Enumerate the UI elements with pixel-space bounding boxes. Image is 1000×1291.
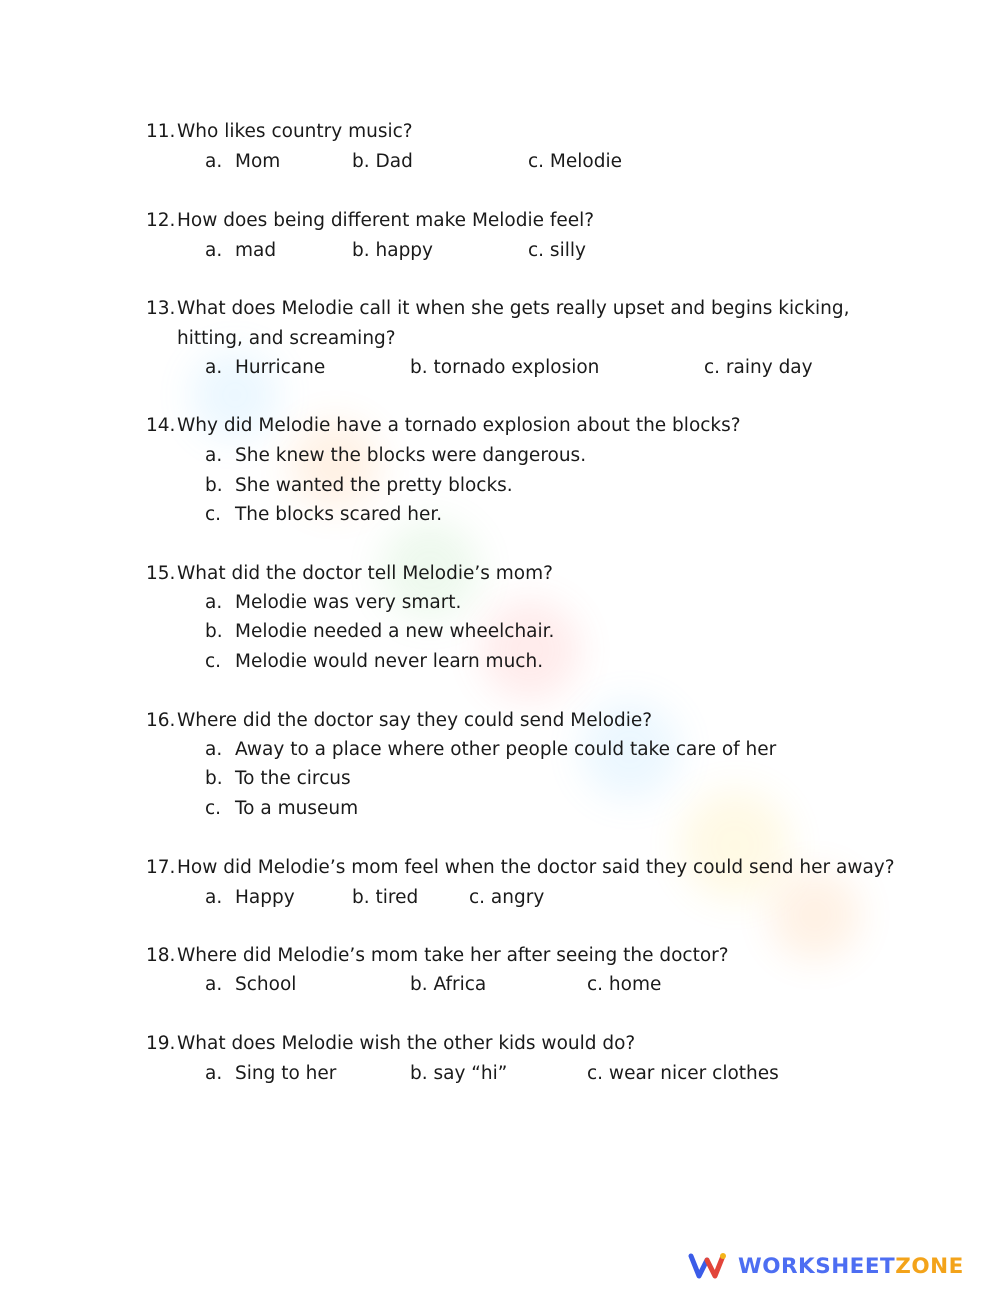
option-c: c. home xyxy=(587,974,662,995)
option-b: b. To the circus xyxy=(205,768,351,789)
question-text-continued: hitting, and screaming? xyxy=(177,328,396,349)
question-text: 19.What does Melodie wish the other kids would do? xyxy=(146,1029,635,1059)
question-text: 13.What does Melodie call it when she gets really upset and begins kicking, xyxy=(146,294,850,324)
option-b: b. Dad xyxy=(352,151,413,172)
option-b: b. Africa xyxy=(410,974,487,995)
question-number: 18. xyxy=(146,945,176,966)
worksheetzone-brand[interactable] xyxy=(688,1241,1000,1291)
question-number: 15. xyxy=(146,563,176,584)
question-text: 16.Where did the doctor say they could send Melodie? xyxy=(146,706,652,736)
question-text: 15.What did the doctor tell Melodie’s mom? xyxy=(146,559,553,589)
option-c: c. Melodie would never learn much. xyxy=(205,651,544,672)
question-number: 14. xyxy=(146,415,176,436)
option-c: c. wear nicer clothes xyxy=(587,1063,779,1084)
question-number: 19. xyxy=(146,1033,176,1054)
option-b: b. say “hi” xyxy=(410,1063,508,1084)
option-c: c. rainy day xyxy=(704,357,813,378)
option-c: c. To a museum xyxy=(205,798,359,819)
question-text: 14.Why did Melodie have a tornado explosion about the blocks? xyxy=(146,411,741,441)
option-b: b. She wanted the pretty blocks. xyxy=(205,475,513,496)
question-number: 16. xyxy=(146,710,176,731)
question-number: 12. xyxy=(146,210,176,231)
option-b: b. Melodie needed a new wheelchair. xyxy=(205,621,555,642)
question-number: 17. xyxy=(146,857,176,878)
option-a: a. Hurricane xyxy=(205,357,326,378)
option-b: b. happy xyxy=(352,240,434,261)
brand-name: WORKSHEETZONE xyxy=(738,1253,964,1279)
question-text: 11.Who likes country music? xyxy=(146,117,413,147)
option-a: a. Mom xyxy=(205,151,281,172)
option-c: c. angry xyxy=(469,887,545,908)
question-text: 17.How did Melodie’s mom feel when the doctor said they could send her away? xyxy=(146,853,895,883)
w-logo-icon xyxy=(688,1251,728,1281)
option-a: a. School xyxy=(205,974,297,995)
option-b: b. tornado explosion xyxy=(410,357,600,378)
question-text: 12.How does being different make Melodie feel? xyxy=(146,206,594,236)
option-a: a. Happy xyxy=(205,887,295,908)
question-number: 13. xyxy=(146,298,176,319)
option-c: c. silly xyxy=(528,240,586,261)
question-text: 18.Where did Melodie’s mom take her after seeing the doctor? xyxy=(146,941,729,971)
question-number: 11. xyxy=(146,121,176,142)
option-a: a. She knew the blocks were dangerous. xyxy=(205,445,587,466)
option-b: b. tired xyxy=(352,887,419,908)
option-a: a. Melodie was very smart. xyxy=(205,592,462,613)
option-c: c. Melodie xyxy=(528,151,622,172)
option-a: a. mad xyxy=(205,240,277,261)
option-c: c. The blocks scared her. xyxy=(205,504,443,525)
option-a: a. Away to a place where other people could take care of her xyxy=(205,739,777,760)
option-a: a. Sing to her xyxy=(205,1063,337,1084)
